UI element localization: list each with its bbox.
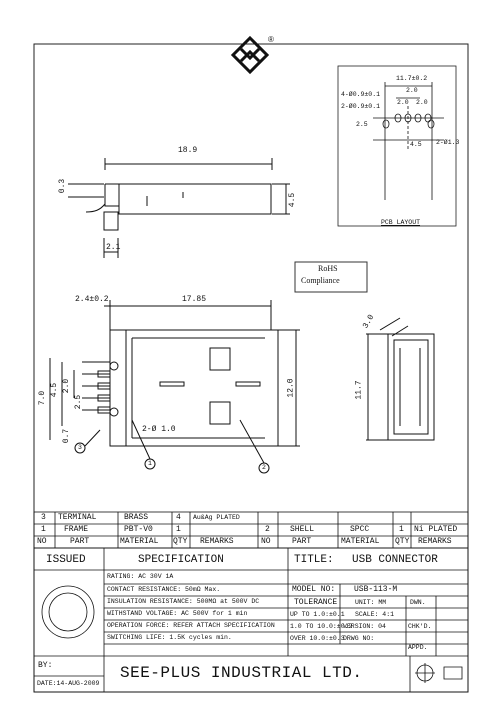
model-label: MODEL NO: xyxy=(292,585,336,594)
bom-r1-material: BRASS xyxy=(124,513,149,522)
bom-h1-no: NO xyxy=(37,537,47,546)
bom-h2-remarks: REMARKS xyxy=(418,537,452,546)
bom-r2-no: 1 xyxy=(41,525,46,534)
front-left-dim-2: 4.5 xyxy=(50,382,60,398)
bom-h1-remarks: REMARKS xyxy=(200,537,234,546)
bom-r2-qty: 1 xyxy=(176,525,181,534)
connector-body xyxy=(110,330,278,446)
by-label: BY: xyxy=(38,661,53,670)
end-view xyxy=(366,318,434,440)
end-angle: 3.0 xyxy=(361,313,377,331)
company-name: SEE-PLUS INDUSTRIAL LTD. xyxy=(120,664,363,682)
side-height: 4.5 xyxy=(288,192,298,208)
chkd-label: CHK'D. xyxy=(408,623,432,630)
end-depth: 11.7 xyxy=(354,380,364,400)
bom-r3-material: SPCC xyxy=(350,525,370,534)
spec-withstand: WITHSTAND VOLTAGE: AC 500V for 1 min xyxy=(107,610,248,617)
date-value: DATE:14-AUG-2009 xyxy=(37,680,100,687)
issued-label: ISSUED xyxy=(46,554,86,566)
bom-h1-part: PART xyxy=(70,537,90,546)
tolerance-label: TOLERANCE xyxy=(294,598,338,607)
rohs-line-1: RoHS xyxy=(318,264,338,273)
pcb-hole-c: 2-Ø1.3 xyxy=(436,139,460,146)
bom-r1-qty: 4 xyxy=(176,513,181,522)
appd-label: APPD. xyxy=(408,644,428,651)
pcb-dim-lower: 4.5 xyxy=(410,141,422,148)
bom-r3-remarks: Ni PLATED xyxy=(414,525,458,534)
spec-switching: SWITCHING LIFE: 1.5K cycles min. xyxy=(107,634,232,641)
title-value: USB CONNECTOR xyxy=(352,554,438,566)
pcb-hole-b: 2-Ø0.9±0.1 xyxy=(341,103,381,110)
callout-3: 3 xyxy=(78,444,82,451)
spec-rating: RATING: AC 30V 1A xyxy=(107,573,174,580)
side-length: 18.9 xyxy=(178,146,198,155)
bom-r2-part: FRAME xyxy=(64,525,89,534)
pcb-caption: PCB LAYOUT xyxy=(381,219,421,226)
unit-value: UNIT: MM xyxy=(355,599,387,606)
spec-operation: OPERATION FORCE: REFER ATTACH SPECIFICATION xyxy=(107,622,275,629)
side-pin: 2.1 xyxy=(106,243,121,252)
bom-r3-qty: 1 xyxy=(399,525,404,534)
bom-h1-qty: QTY xyxy=(173,537,188,546)
callout-1: 1 xyxy=(148,460,152,467)
dwn-label: DWN. xyxy=(410,599,426,606)
tolerance-1: UP TO 1.0:±0.1 xyxy=(290,611,345,618)
pcb-dim-pitch-3: 2.0 xyxy=(416,99,428,106)
bom-r3-no: 2 xyxy=(265,525,270,534)
front-hole-label: 2-Ø 1.0 xyxy=(142,425,176,434)
front-length: 17.85 xyxy=(182,295,207,304)
specification-heading: SPECIFICATION xyxy=(138,554,224,566)
front-view xyxy=(50,300,300,473)
callout-2: 2 xyxy=(262,464,266,471)
company-logo xyxy=(233,38,267,72)
spec-contact: CONTACT RESISTANCE: 50mΩ Max. xyxy=(107,586,221,593)
pcb-dim-pitch-2: 2.0 xyxy=(397,99,409,106)
bom-h2-qty: QTY xyxy=(395,537,410,546)
pcb-dim-vert-1: 2.5 xyxy=(356,121,368,128)
bom-r1-remarks: Au&Ag PLATED xyxy=(193,514,240,521)
front-left-dim-5: 0.7 xyxy=(62,428,72,444)
tolerance-3: OVER 10.0:±0.3 xyxy=(290,635,345,642)
pcb-dim-width: 11.7±0.2 xyxy=(396,75,428,82)
drawing-border xyxy=(34,44,468,692)
bom-h2-no: NO xyxy=(261,537,271,546)
registered-mark: ® xyxy=(268,35,274,44)
title-label: TITLE: xyxy=(294,554,334,566)
scale-value: SCALE: 4:1 xyxy=(355,611,395,618)
model-value: USB-113-M xyxy=(354,585,398,594)
front-width: 2.4±0.2 xyxy=(75,295,109,304)
bom-h1-material: MATERIAL xyxy=(120,537,159,546)
pcb-dim-pitch-1: 2.0 xyxy=(406,87,418,94)
bom-r1-no: 3 xyxy=(41,513,46,522)
issued-stamp xyxy=(42,586,94,638)
side-thickness: 0.3 xyxy=(58,178,68,194)
front-left-dim-1: 7.0 xyxy=(38,390,48,406)
tolerance-2: 1.0 TO 10.0:±0.2 xyxy=(290,623,353,630)
bom-h2-part: PART xyxy=(292,537,312,546)
drwg-no-label: DRWG NO: xyxy=(343,635,375,642)
rohs-line-2: Compliance xyxy=(301,276,340,285)
front-left-dim-4: 2.5 xyxy=(74,394,84,410)
bom-h2-material: MATERIAL xyxy=(341,537,380,546)
bom-r3-part: SHELL xyxy=(290,525,315,534)
pcb-hole-a: 4-Ø0.9±0.1 xyxy=(341,91,381,98)
spec-insulation: INSULATION RESISTANCE: 500MΩ at 500V DC xyxy=(107,598,260,605)
side-view xyxy=(68,158,290,258)
front-height: 12.0 xyxy=(286,378,296,398)
bom-r2-material: PBT-V0 xyxy=(124,525,153,534)
version-value: VERSION: 04 xyxy=(343,623,386,630)
front-left-dim-3: 2.0 xyxy=(62,378,72,394)
bom-r1-part: TERMINAL xyxy=(58,513,97,522)
